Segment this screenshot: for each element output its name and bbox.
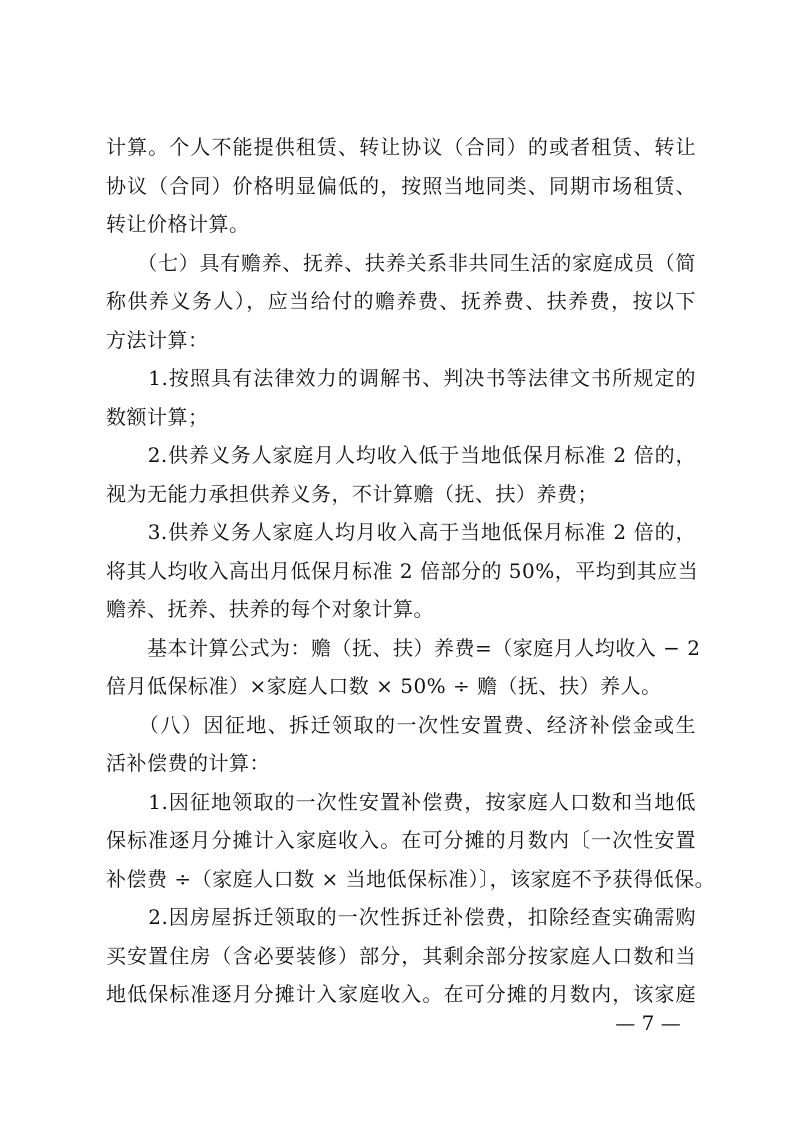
- text-line: 将其人均收入高出月低保月标准 2 倍部分的 50%，平均到其应当: [106, 558, 699, 583]
- text-line: 赡养、抚养、扶养的每个对象计算。: [106, 597, 434, 621]
- text-line: 计算。个人不能提供租赁、转让协议（合同）的或者租赁、转让: [106, 135, 696, 159]
- text-line: 1.因征地领取的一次性安置补偿费，按家庭人口数和当地低: [106, 789, 696, 814]
- text-line: 地低保标准逐月分摊计入家庭收入。在可分摊的月数内，该家庭: [106, 982, 696, 1006]
- text-line: 转让价格计算。: [106, 212, 250, 236]
- text-line: 数额计算；: [106, 404, 209, 429]
- text-line: 1.按照具有法律效力的调解书、判决书等法律文书所规定的: [106, 366, 696, 390]
- body-text: [106, 128, 716, 1014]
- text-line: 活补偿费的计算：: [106, 751, 270, 775]
- text-line: 基本计算公式为：赡（抚、扶）养费=（家庭月人均收入 − 2: [106, 635, 701, 660]
- text-line: 称供养义务人），应当给付的赡养费、抚养费、扶养费，按以下: [106, 289, 696, 313]
- page-number: — 7 —: [615, 1011, 681, 1035]
- text-line: 买安置住房（含必要装修）部分，其剩余部分按家庭人口数和当: [106, 943, 696, 968]
- text-line: （八）因征地、拆迁领取的一次性安置费、经济补偿金或生: [106, 712, 696, 737]
- text-line: 保标准逐月分摊计入家庭收入。在可分摊的月数内〔一次性安置: [106, 828, 696, 852]
- text-line: 视为无能力承担供养义务，不计算赡（抚、扶）养费；: [106, 481, 598, 506]
- text-line: 3.供养义务人家庭人均月收入高于当地低保月标准 2 倍的，: [106, 520, 696, 544]
- text-line: （七）具有赡养、抚养、扶养关系非共同生活的家庭成员（简: [106, 250, 696, 275]
- text-line: 协议（合同）价格明显偏低的，按照当地同类、同期市场租赁、: [106, 173, 696, 198]
- text-line: 方法计算：: [106, 327, 209, 352]
- text-line: 2.因房屋拆迁领取的一次性拆迁补偿费，扣除经查实确需购: [106, 905, 696, 929]
- text-line: 2.供养义务人家庭月人均收入低于当地低保月标准 2 倍的，: [106, 443, 696, 467]
- text-line: 补偿费 ÷（家庭人口数 × 当地低保标准）〕，该家庭不予获得低保。: [106, 866, 716, 891]
- text-line: 倍月低保标准）×家庭人口数 × 50% ÷ 赡（抚、扶）养人。: [106, 674, 662, 698]
